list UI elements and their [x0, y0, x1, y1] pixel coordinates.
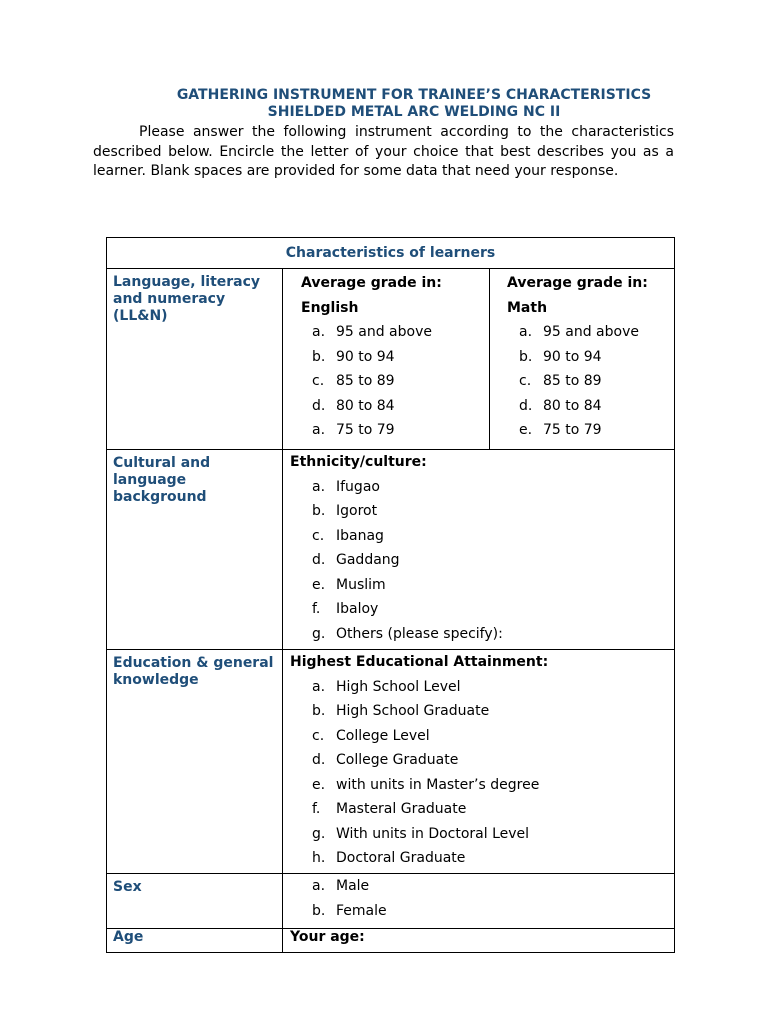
label-education: Education & general knowledge — [107, 650, 283, 874]
list-item[interactable]: a. Ifugao — [312, 478, 380, 495]
sex-cell — [283, 874, 675, 929]
row-age — [107, 929, 675, 953]
row-culture — [107, 450, 675, 650]
row-education — [107, 650, 675, 874]
list-item[interactable]: d. 80 to 84 — [312, 397, 395, 414]
list-item[interactable]: a. 95 and above — [312, 324, 432, 340]
list-item[interactable]: c. Ibanag — [312, 527, 384, 544]
document-title: GATHERING INSTRUMENT FOR TRAINEE’S CHARACTERISTICS — [176, 87, 652, 103]
list-item[interactable]: a. 95 and above — [519, 324, 639, 340]
list-item[interactable]: h. Doctoral Graduate — [312, 850, 466, 866]
list-item[interactable]: a. Male — [312, 878, 370, 894]
list-item[interactable]: b. 90 to 94 — [519, 348, 602, 365]
sex-options — [290, 874, 674, 923]
age-head: Your age: — [290, 929, 365, 945]
math-head-2: Math — [507, 299, 548, 316]
label-sex: Sex — [107, 874, 283, 929]
list-item[interactable]: c. 85 to 89 — [519, 373, 602, 389]
table-header: Characteristics of learners — [107, 238, 675, 269]
math-grade-cell — [490, 269, 675, 450]
math-options — [507, 320, 674, 443]
english-options — [301, 320, 489, 443]
list-item[interactable]: b. 90 to 94 — [312, 348, 395, 365]
row-llan — [107, 269, 675, 450]
label-age: Age — [107, 929, 283, 953]
list-item[interactable]: c. 85 to 89 — [312, 373, 395, 389]
education-options — [290, 675, 674, 871]
education-cell — [283, 650, 675, 874]
list-item[interactable]: a. High School Level — [312, 678, 461, 695]
list-item[interactable]: b. Female — [312, 902, 387, 919]
document-subtitle: SHIELDED METAL ARC WELDING NC II — [267, 104, 561, 120]
list-item[interactable]: c. College Level — [312, 727, 430, 744]
list-item[interactable]: f. Masteral Graduate — [312, 801, 467, 817]
list-item[interactable]: e. 75 to 79 — [519, 422, 602, 438]
characteristics-table — [106, 237, 675, 953]
list-item[interactable]: b. Igorot — [312, 503, 378, 519]
age-cell[interactable] — [283, 929, 675, 953]
math-head-1: Average grade in: — [507, 275, 648, 291]
list-item[interactable]: g. Others (please specify): — [312, 625, 503, 642]
culture-options — [290, 475, 674, 647]
intro-text: Please answer the following instrument according to the characteristics described below. Encircle the letter of your choice that best describes you as a learner. Blank spaces are provided for some data that need your response. — [93, 124, 674, 180]
intro-paragraph — [93, 123, 674, 182]
list-item[interactable]: b. High School Graduate — [312, 703, 490, 719]
list-item[interactable]: d. Gaddang — [312, 552, 400, 568]
list-item[interactable]: e. Muslim — [312, 576, 386, 593]
label-llan: Language, literacy and numeracy (LL&N) — [107, 269, 283, 450]
row-sex — [107, 874, 675, 929]
list-item[interactable]: e. with units in Master’s degree — [312, 776, 540, 793]
education-head: Highest Educational Attainment: — [290, 654, 549, 670]
english-head-2: English — [301, 299, 359, 316]
english-grade-cell — [283, 269, 490, 450]
list-item[interactable]: d. College Graduate — [312, 752, 459, 768]
list-item[interactable]: f. Ibaloy — [312, 601, 379, 617]
label-culture: Cultural and language background — [107, 450, 283, 650]
list-item[interactable]: g. With units in Doctoral Level — [312, 825, 530, 842]
list-item[interactable]: a. 75 to 79 — [312, 422, 395, 438]
culture-cell — [283, 450, 675, 650]
culture-head: Ethnicity/culture: — [290, 454, 427, 470]
list-item[interactable]: d. 80 to 84 — [519, 397, 602, 414]
english-head-1: Average grade in: — [301, 275, 442, 291]
